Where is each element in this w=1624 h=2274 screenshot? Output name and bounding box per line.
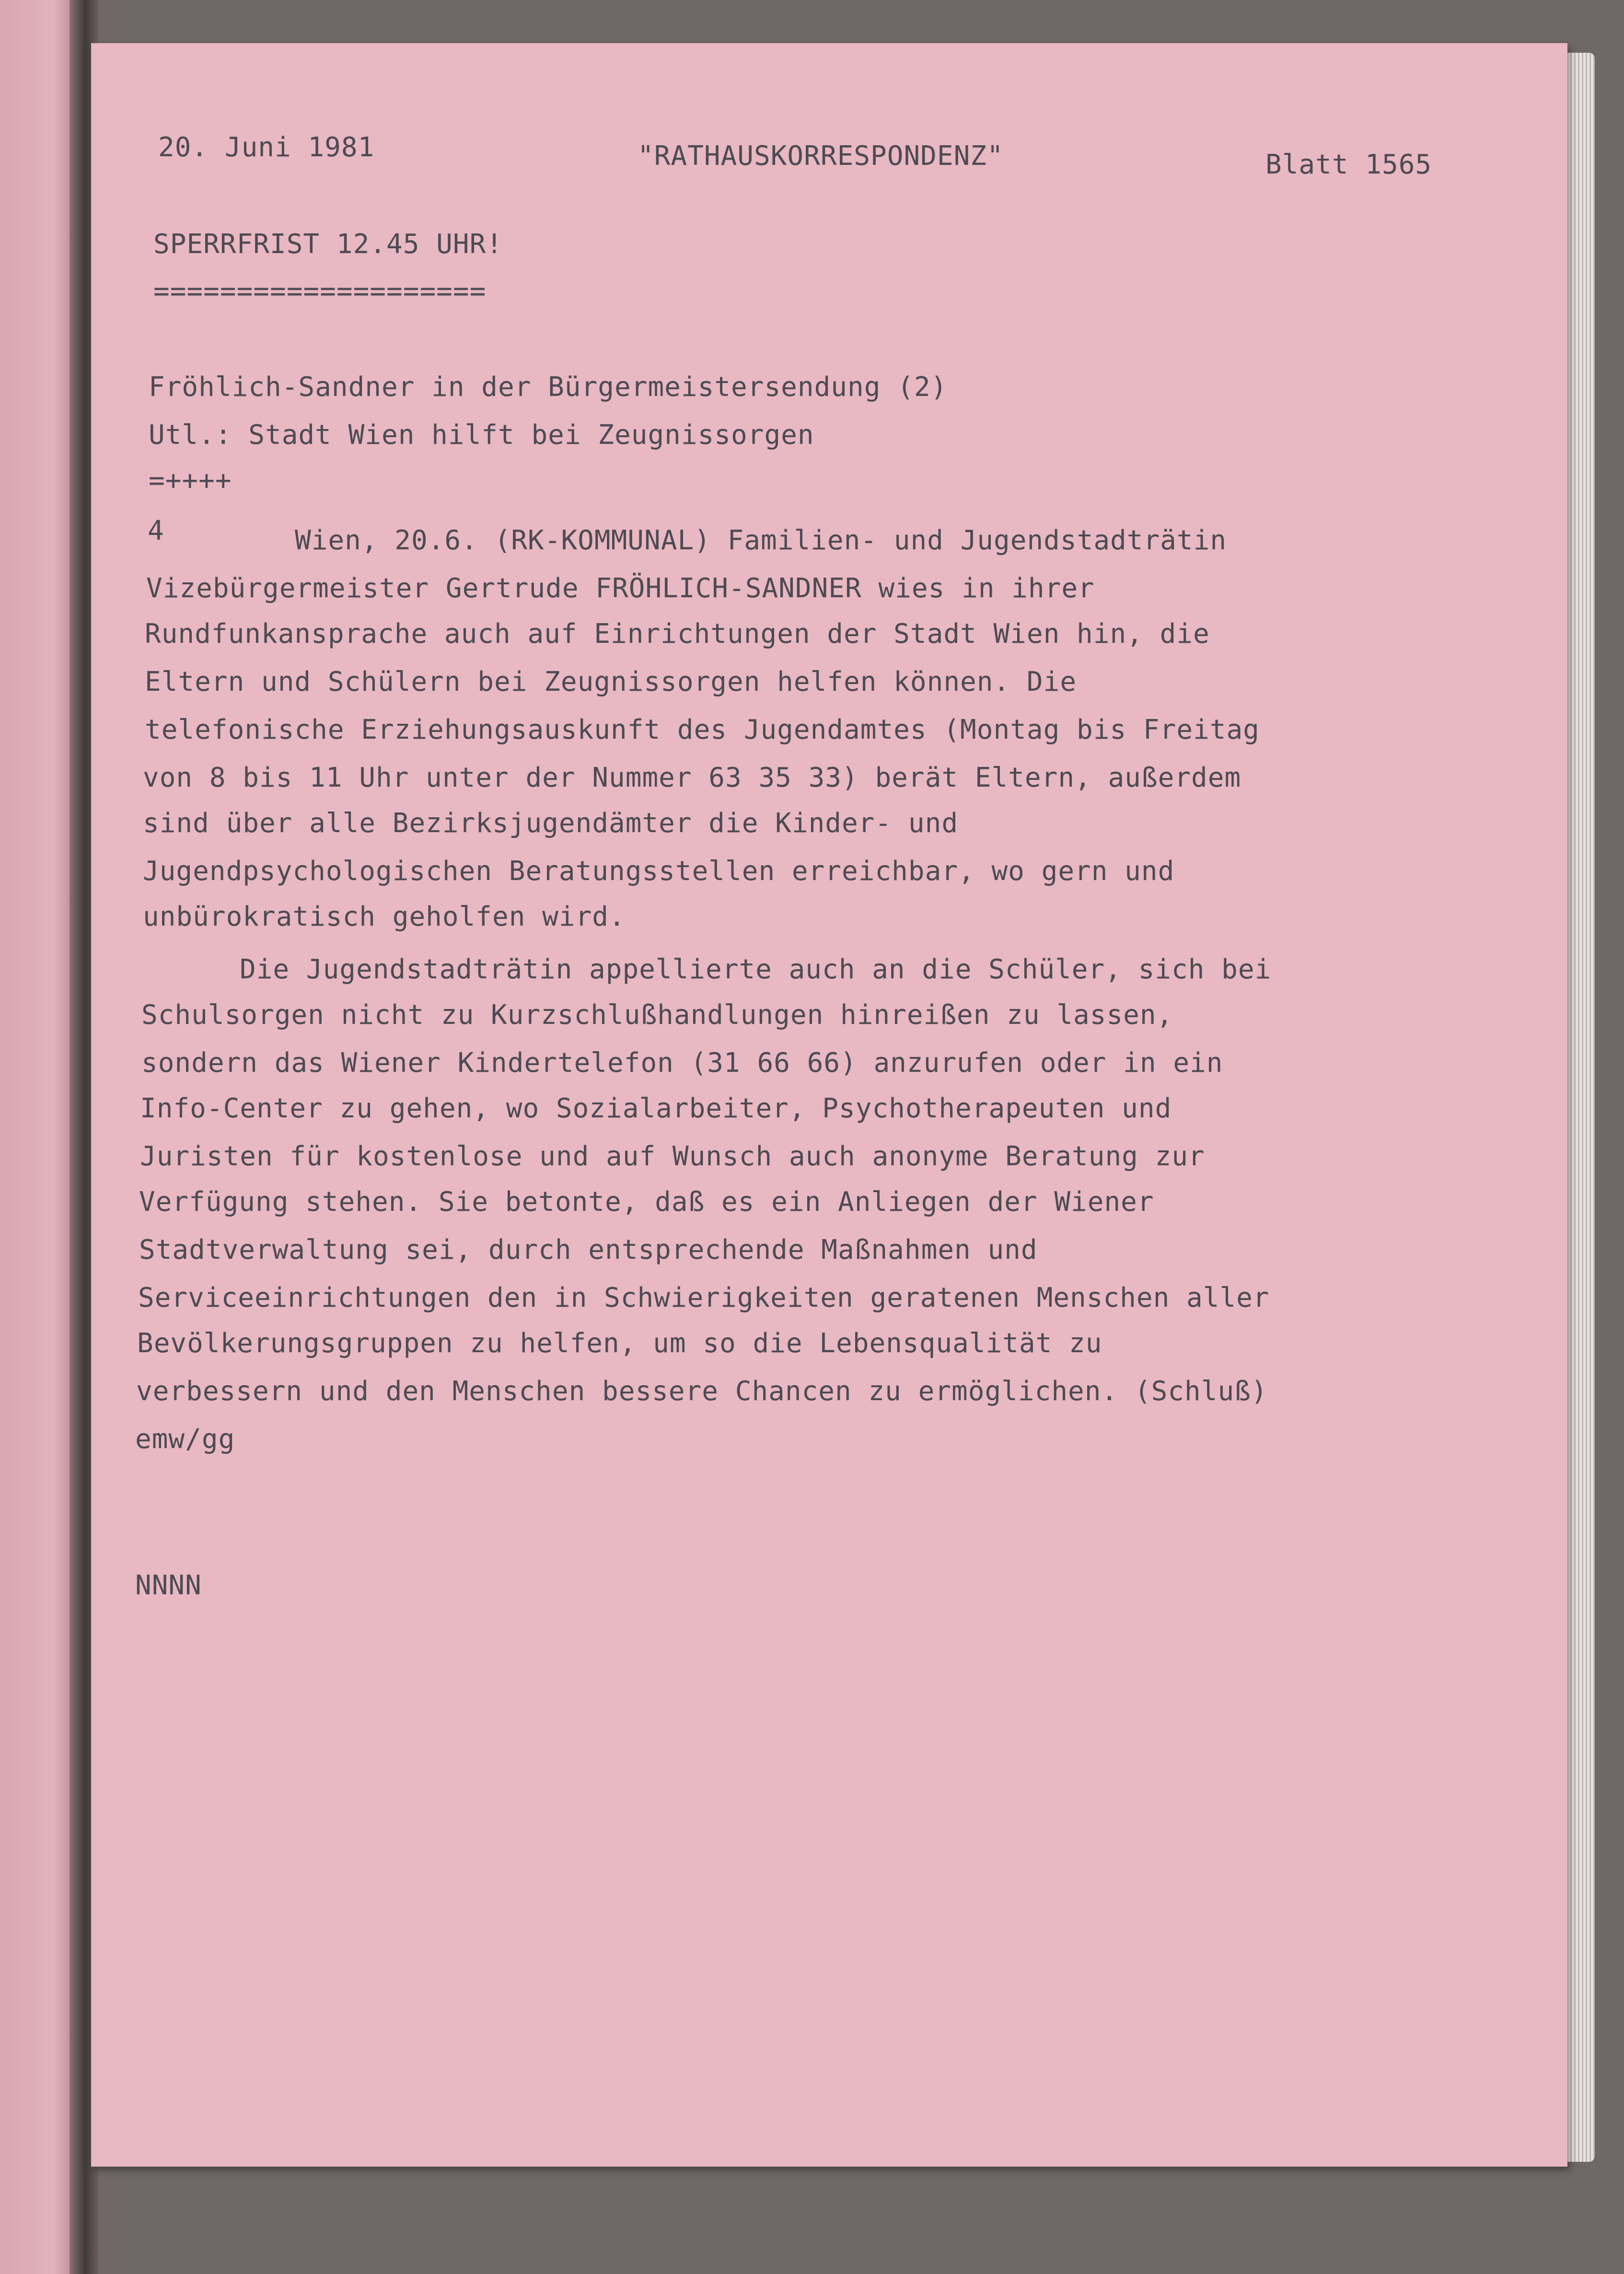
body-line: verbessern und den Menschen bessere Chancen zu ermöglichen. (Schluß) xyxy=(136,1376,1268,1407)
body-line: Die Jugendstadträtin appellierte auch an die Schüler, sich bei xyxy=(240,954,1272,985)
author-initials: emw/gg xyxy=(135,1424,235,1455)
body-line: Serviceeinrichtungen den in Schwierigkeiten geratenen Menschen aller xyxy=(138,1282,1270,1313)
embargo-notice: SPERRFRIST 12.45 UHR! xyxy=(153,229,503,260)
end-marker: NNNN xyxy=(135,1570,202,1601)
body-line: Bevölkerungsgruppen zu helfen, um so die Lebensqualität zu xyxy=(137,1328,1102,1359)
body-line: Stadtverwaltung sei, durch entsprechende Maßnahmen und xyxy=(139,1234,1038,1265)
body-line: sondern das Wiener Kindertelefon (31 66 66) anzurufen oder in ein xyxy=(141,1047,1223,1079)
header-title: "RATHAUSKORRESPONDENZ" xyxy=(638,140,1004,172)
body-line: von 8 bis 11 Uhr unter der Nummer 63 35 33) berät Eltern, außerdem xyxy=(143,762,1241,793)
body-line: unbürokratisch geholfen wird. xyxy=(143,901,626,932)
body-line: Jugendpsychologischen Beratungsstellen erreichbar, wo gern und xyxy=(143,856,1175,887)
body-line: Wien, 20.6. (RK-KOMMUNAL) Familien- und Jugendstadträtin xyxy=(295,525,1227,556)
body-line: Vizebürgermeister Gertrude FRÖHLICH-SANDNER wies in ihrer xyxy=(146,573,1095,604)
facing-page-edge xyxy=(0,0,77,2274)
body-line: telefonische Erziehungsauskunft des Jugendamtes (Montag bis Freitag xyxy=(145,714,1260,745)
body-line: sind über alle Bezirksjugendämter die Kinder- und xyxy=(143,808,959,839)
article-headline: Fröhlich-Sandner in der Bürgermeistersendung (2) xyxy=(149,371,948,403)
header-date: 20. Juni 1981 xyxy=(158,132,375,163)
body-line: Eltern und Schülern bei Zeugnissorgen helfen können. Die xyxy=(145,666,1077,697)
article-subheadline: Utl.: Stadt Wien hilft bei Zeugnissorgen xyxy=(149,419,814,451)
body-line: Juristen für kostenlose und auf Wunsch auch anonyme Beratung zur xyxy=(140,1141,1205,1172)
paragraph-number: 4 xyxy=(148,515,164,546)
header-sheet-number: Blatt 1565 xyxy=(1265,149,1432,180)
embargo-underline: ==================== xyxy=(153,276,487,307)
body-line: Info-Center zu gehen, wo Sozialarbeiter, Psychotherapeuten und xyxy=(140,1093,1172,1124)
document-page xyxy=(91,43,1567,2167)
body-line: Verfügung stehen. Sie betonte, daß es ein Anliegen der Wiener xyxy=(139,1186,1154,1218)
section-separator: =++++ xyxy=(149,465,232,496)
body-line: Schulsorgen nicht zu Kurzschlußhandlungen hinreißen zu lassen, xyxy=(141,999,1173,1031)
body-line: Rundfunkansprache auch auf Einrichtungen der Stadt Wien hin, die xyxy=(145,618,1210,650)
